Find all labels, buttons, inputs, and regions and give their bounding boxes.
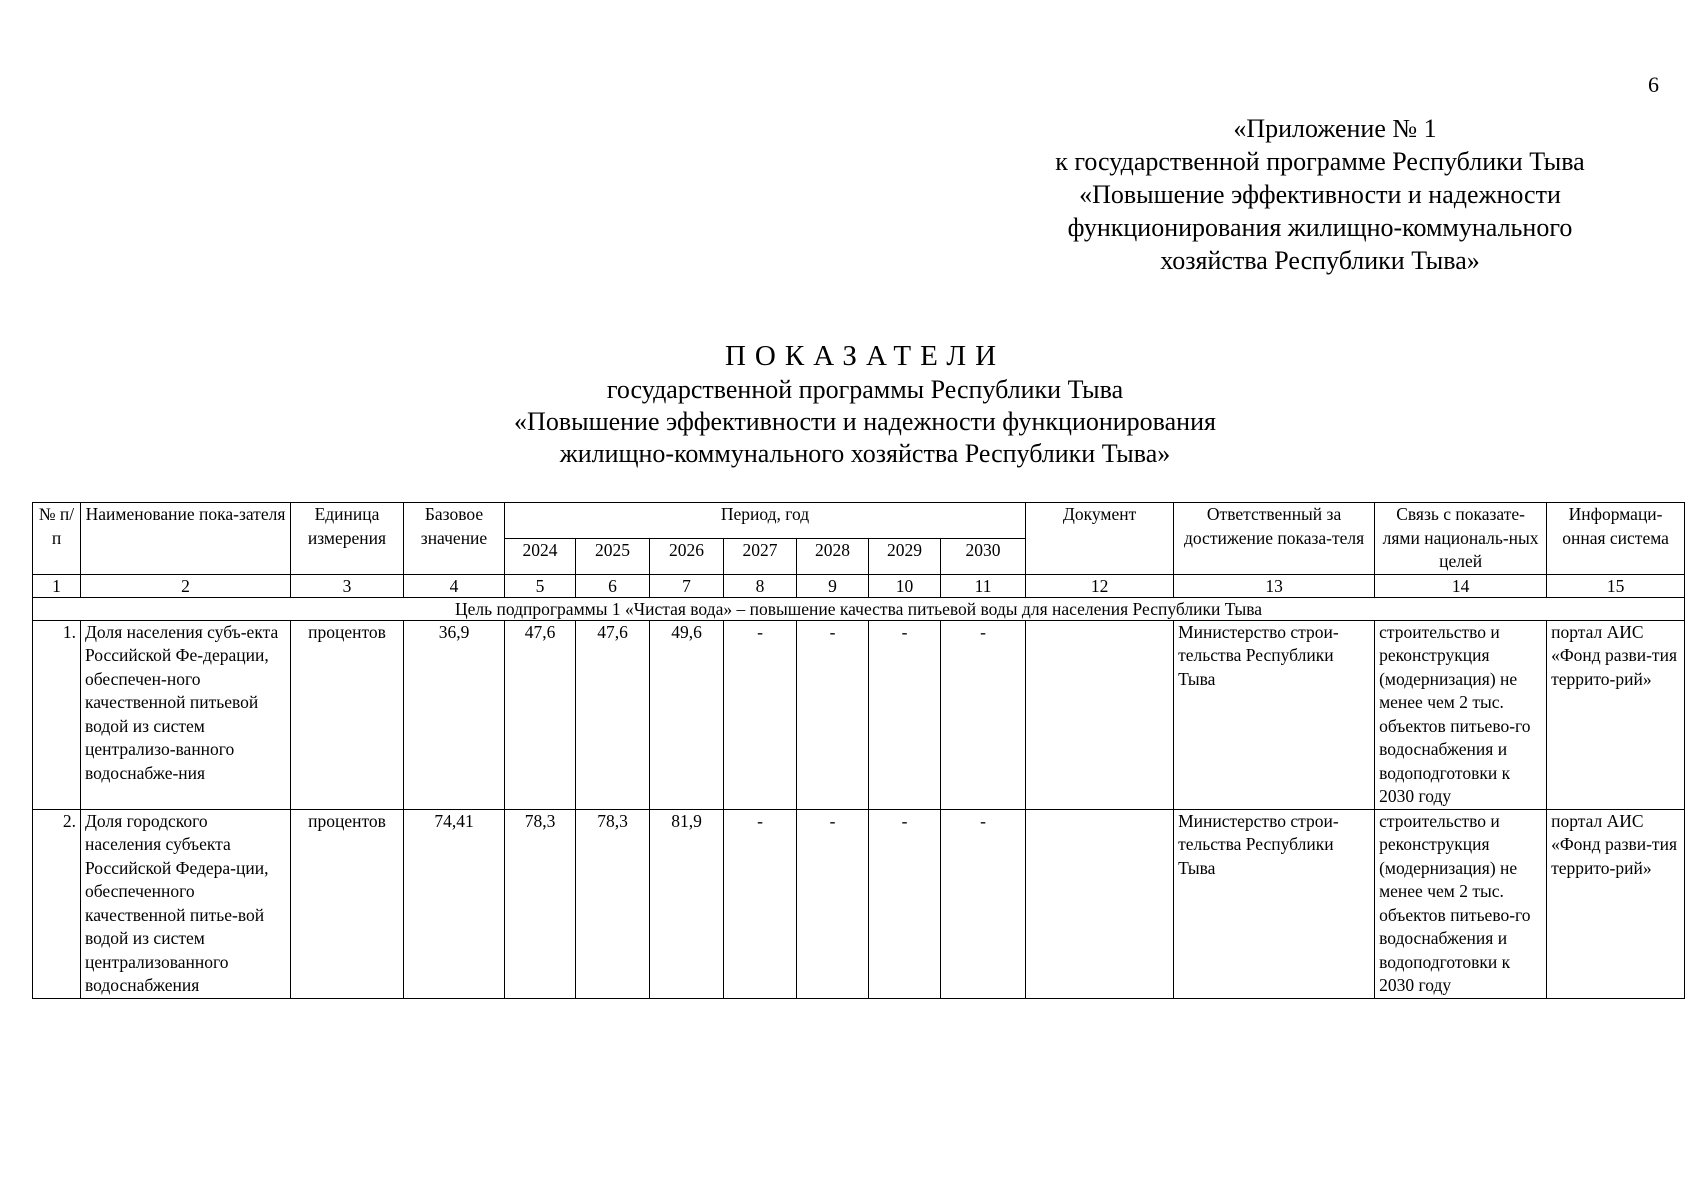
- row-value: -: [724, 620, 797, 809]
- column-number-row: [33, 574, 1685, 597]
- row-value: 81,9: [650, 809, 724, 998]
- row-value: -: [869, 809, 941, 998]
- row-document: [1026, 620, 1174, 809]
- column-number: 12: [1026, 574, 1174, 597]
- appendix-line: «Повышение эффективности и надежности: [1079, 180, 1561, 209]
- row-value: 47,6: [576, 620, 650, 809]
- row-unit: процентов: [291, 809, 404, 998]
- row-value: 49,6: [650, 620, 724, 809]
- column-number: 7: [650, 574, 724, 597]
- document-title: [420, 338, 1310, 470]
- row-name: Доля населения субъ-екта Российской Фе-дерации, обеспечен-ного качественной питьевой водой из систем централизо-ванного водоснабже-ния: [81, 620, 291, 809]
- row-name: Доля городского населения субъекта Российской Федера-ции, обеспеченного качественной питье-вой водой из систем централизованного водоснабжения: [81, 809, 291, 998]
- appendix-line: функционирования жилищно-коммунального: [1067, 213, 1573, 242]
- row-document: [1026, 809, 1174, 998]
- row-value: -: [941, 809, 1026, 998]
- title-line: жилищно-коммунального хозяйства Республики Тыва»: [559, 439, 1171, 468]
- appendix-line: «Приложение № 1: [1233, 114, 1437, 143]
- header-year: 2024: [505, 538, 576, 574]
- column-number: 15: [1547, 574, 1685, 597]
- title-line: «Повышение эффективности и надежности функционирования: [514, 407, 1216, 436]
- column-number: 14: [1375, 574, 1547, 597]
- row-responsible: Министерство строи-тельства Республики Тыва: [1174, 620, 1375, 809]
- row-value: 78,3: [505, 809, 576, 998]
- title-main: ПОКАЗАТЕЛИ: [724, 340, 1006, 372]
- table-row: [33, 809, 1685, 998]
- column-number: 8: [724, 574, 797, 597]
- appendix-line: хозяйства Республики Тыва»: [1160, 246, 1480, 275]
- column-number: 5: [505, 574, 576, 597]
- row-num: 1.: [33, 620, 81, 809]
- header-num: № п/п: [33, 503, 81, 575]
- header-year: 2029: [869, 538, 941, 574]
- header-document: Документ: [1026, 503, 1174, 575]
- header-year: 2025: [576, 538, 650, 574]
- row-value: -: [797, 809, 869, 998]
- row-unit: процентов: [291, 620, 404, 809]
- header-info: Информаци-онная система: [1547, 503, 1685, 575]
- column-number: 4: [404, 574, 505, 597]
- row-responsible: Министерство строи-тельства Республики Тыва: [1174, 809, 1375, 998]
- row-link: строительство и реконструкция (модернизация) не менее чем 2 тыс. объектов питьево-го водоснабжения и водоподготовки к 2030 году: [1375, 809, 1547, 998]
- appendix-line: к государственной программе Республики Тыва: [1055, 147, 1585, 176]
- row-info: портал АИС «Фонд разви-тия террито-рий»: [1547, 809, 1685, 998]
- page-number: 6: [1648, 72, 1659, 97]
- header-year: 2027: [724, 538, 797, 574]
- column-number: 10: [869, 574, 941, 597]
- row-link: строительство и реконструкция (модернизация) не менее чем 2 тыс. объектов питьево-го водоснабжения и водоподготовки к 2030 году: [1375, 620, 1547, 809]
- header-year: 2030: [941, 538, 1026, 574]
- header-base: Базовое значение: [404, 503, 505, 575]
- column-number: 2: [81, 574, 291, 597]
- header-name: Наименование пока-зателя: [81, 503, 291, 575]
- header-year: 2028: [797, 538, 869, 574]
- row-info: портал АИС «Фонд разви-тия террито-рий»: [1547, 620, 1685, 809]
- indicators-table: [32, 502, 1685, 999]
- row-value: 78,3: [576, 809, 650, 998]
- column-number: 13: [1174, 574, 1375, 597]
- row-value: -: [724, 809, 797, 998]
- column-number: 1: [33, 574, 81, 597]
- row-value: -: [797, 620, 869, 809]
- row-base: 36,9: [404, 620, 505, 809]
- row-value: -: [941, 620, 1026, 809]
- header-unit: Единица измерения: [291, 503, 404, 575]
- header-responsible: Ответственный за достижение показа-теля: [1174, 503, 1375, 575]
- column-number: 3: [291, 574, 404, 597]
- column-number: 6: [576, 574, 650, 597]
- header-link: Связь с показате-лями националь-ных целей: [1375, 503, 1547, 575]
- row-value: -: [869, 620, 941, 809]
- goal-row: [33, 597, 1685, 620]
- header-year: 2026: [650, 538, 724, 574]
- header-row: [33, 503, 1685, 539]
- row-base: 74,41: [404, 809, 505, 998]
- goal-text: Цель подпрограммы 1 «Чистая вода» – повышение качества питьевой воды для населения Республики Тыва: [33, 597, 1685, 620]
- title-line: государственной программы Республики Тыва: [606, 375, 1124, 404]
- column-number: 11: [941, 574, 1026, 597]
- header-period: Период, год: [505, 503, 1026, 539]
- table-row: [33, 620, 1685, 809]
- row-num: 2.: [33, 809, 81, 998]
- row-value: 47,6: [505, 620, 576, 809]
- appendix-header: [1000, 112, 1640, 277]
- column-number: 9: [797, 574, 869, 597]
